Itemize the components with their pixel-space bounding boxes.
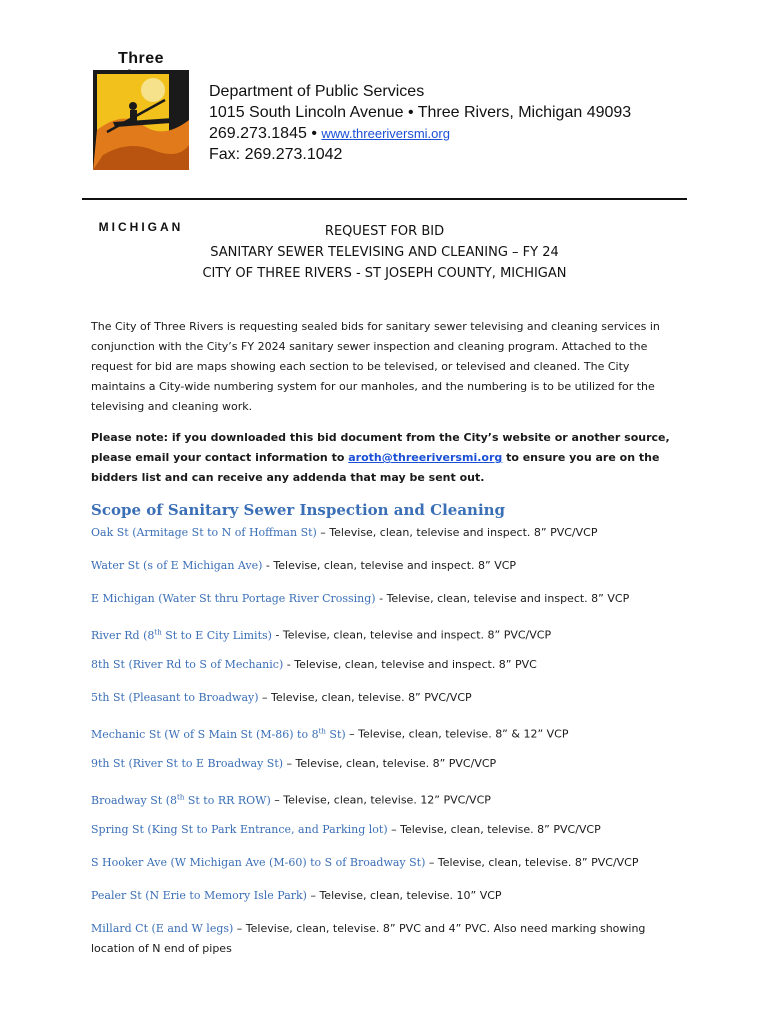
scope-item: [91, 787, 691, 820]
scope-list: [91, 523, 691, 955]
work-description: – Televise, clean, televise. 8” PVC and 4” PVC. Also need marking showing location of N end of pipes: [91, 922, 646, 955]
scope-item: [91, 754, 691, 787]
scope-item: [91, 589, 691, 622]
phone-number: 269.273.1845 •: [209, 125, 317, 142]
work-description: – Televise, clean, televise. 12” PVC/VCP: [270, 793, 491, 807]
logo-subtitle: MICHIGAN: [98, 220, 184, 234]
header-divider: [82, 198, 687, 200]
work-description: – Televise, clean, televise. 8” PVC/VCP: [283, 757, 497, 770]
city-logo: [91, 50, 191, 234]
scope-item: [91, 820, 691, 853]
work-description: - Televise, clean, televise and inspect. 8” VCP: [262, 559, 517, 572]
street-name: [91, 728, 346, 741]
title-line-1: REQUEST FOR BID: [324, 224, 445, 239]
scope-item: [91, 688, 691, 721]
street-name: Millard Ct (E and W legs): [91, 922, 234, 935]
email-link[interactable]: aroth@threeriversmi.org: [348, 451, 503, 464]
street-name-part: St to RR ROW): [184, 793, 271, 807]
intro-paragraph: The City of Three Rivers is requesting sealed bids for sanitary sewer televising and cleaning services in conjunction with the City’s FY 2024 sanitary sewer inspection and cleaning program. Attached to the request for bid are maps showing each section to be televised, or televised and cleaned. The City maintains a City-wide numbering system for our manholes, and the numbering is to be utilized for the televising and cleaning work.: [91, 320, 660, 413]
street-name: [91, 629, 272, 642]
street-name-part: River Rd (8: [91, 628, 155, 642]
work-description: - Televise, clean, televise and inspect. 8” PVC/VCP: [271, 628, 552, 642]
street-name: E Michigan (Water St thru Portage River Crossing): [91, 592, 376, 605]
work-description: – Televise, clean, televise. 8” PVC/VCP: [387, 823, 601, 836]
title-line-2: SANITARY SEWER TELEVISING AND CLEANING – FY 24: [210, 245, 559, 260]
ordinal-suffix: th: [154, 628, 162, 636]
work-description: – Televise, clean, televise. 8” PVC/VCP: [258, 691, 472, 704]
street-name: Oak St (Armitage St to N of Hoffman St): [91, 526, 317, 539]
work-description: - Televise, clean, televise and inspect. 8” VCP: [375, 592, 630, 605]
note-paragraph: [91, 428, 681, 488]
scope-item: [91, 556, 691, 589]
scope-item: [91, 622, 691, 655]
street-name: 9th St (River St to E Broadway St): [91, 757, 284, 770]
street-name: Water St (s of E Michigan Ave): [91, 559, 263, 572]
street-name: 5th St (Pleasant to Broadway): [91, 691, 259, 704]
street-name-part: St to E City Limits): [161, 628, 272, 642]
logo-title: Three: [117, 50, 165, 67]
street-name: S Hooker Ave (W Michigan Ave (M-60) to S of Broadway St): [91, 856, 426, 869]
street-name-part: Mechanic St (W of S Main St (M-86) to 8: [91, 727, 319, 741]
scope-item: [91, 523, 691, 556]
title-line-3: CITY OF THREE RIVERS - ST JOSEPH COUNTY, MICHIGAN: [202, 266, 567, 281]
ordinal-suffix: th: [318, 727, 326, 735]
website-link[interactable]: www.threeriversmi.org: [321, 126, 450, 141]
fax-number: Fax: 269.273.1042: [209, 146, 343, 163]
scope-item: [91, 853, 691, 886]
street-name-part: Broadway St (8: [91, 793, 177, 807]
department-header: [209, 81, 631, 165]
work-description: – Televise, clean, televise and inspect. 8” PVC/VCP: [316, 526, 598, 539]
scope-item: [91, 886, 691, 919]
scope-heading: Scope of Sanitary Sewer Inspection and Cleaning: [91, 501, 506, 519]
work-description: - Televise, clean, televise and inspect. 8” PVC: [283, 658, 537, 671]
work-description: – Televise, clean, televise. 10” VCP: [306, 889, 502, 902]
kayaker-logo-image: [93, 70, 189, 215]
ordinal-suffix: th: [177, 793, 185, 801]
bid-title: [82, 221, 687, 284]
work-description: – Televise, clean, televise. 8” & 12” VCP: [345, 727, 569, 741]
scope-item-wrap: [91, 919, 671, 959]
note-text-after: to ensure you are on the bidders list and can receive any addenda that may be sent out.: [91, 451, 660, 484]
work-description: – Televise, clean, televise. 8” PVC/VCP: [425, 856, 639, 869]
department-address: 1015 South Lincoln Avenue • Three Rivers, Michigan 49093: [209, 104, 632, 121]
scope-item: [91, 919, 691, 955]
scope-item: [91, 721, 691, 754]
street-name: 8th St (River Rd to S of Mechanic): [91, 658, 284, 671]
street-name: [91, 794, 271, 807]
street-name: Spring St (King St to Park Entrance, and Parking lot): [91, 823, 388, 836]
street-name-part: St): [325, 727, 346, 741]
scope-item: [91, 655, 691, 688]
street-name: Pealer St (N Erie to Memory Isle Park): [91, 889, 307, 902]
department-name: Department of Public Services: [209, 83, 425, 100]
phone-line: [209, 123, 631, 144]
note-text-before: Please note: if you downloaded this bid document from the City’s website or another source, please email your contact information to: [91, 431, 670, 464]
